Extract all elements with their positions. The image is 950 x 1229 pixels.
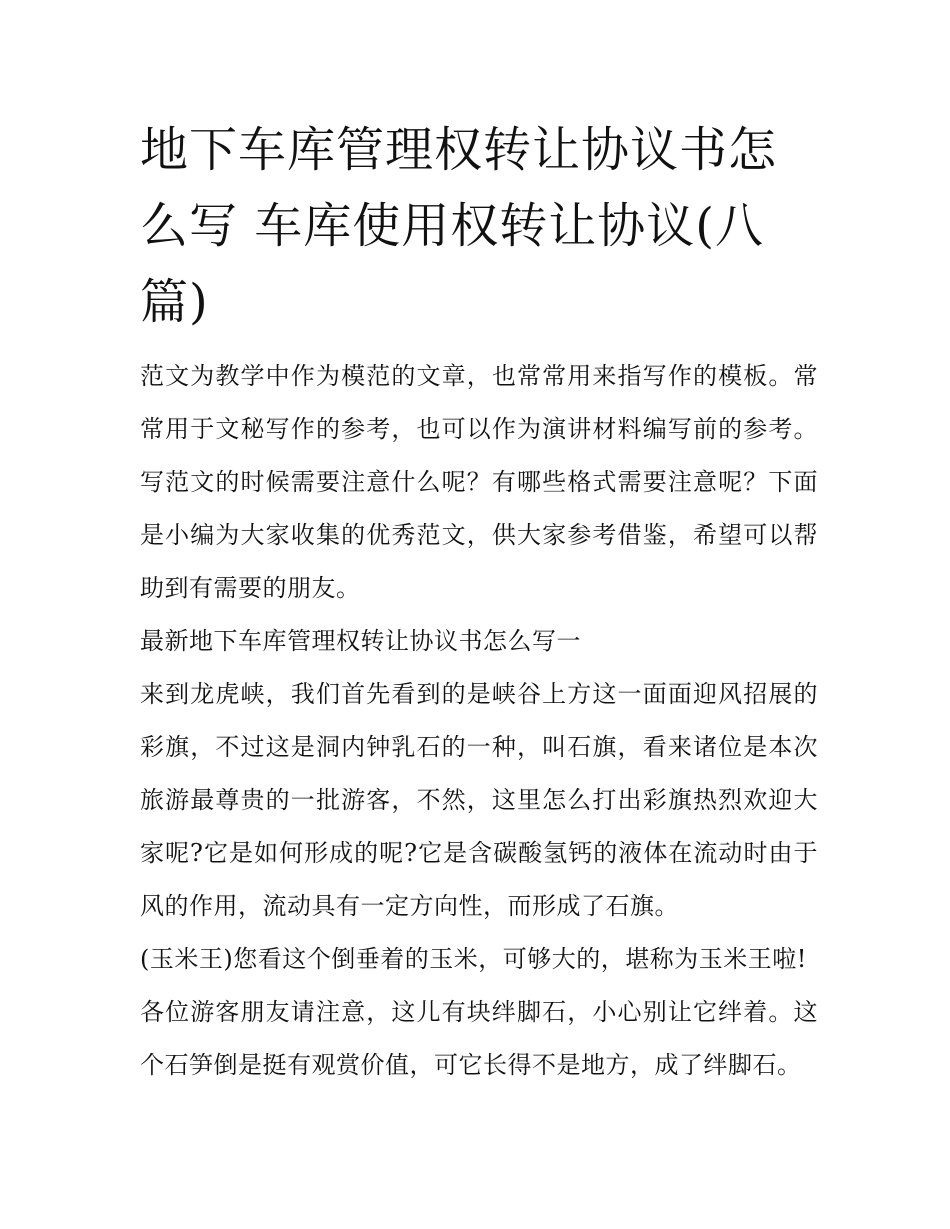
body-paragraph: 各位游客朋友请注意，这儿有块绊脚石，小心别让它绊着。这个石笋倒是挺有观赏价值，可它长得不是地方，成了绊脚石。 xyxy=(140,998,818,1079)
section-heading: 最新地下车库管理权转让协议书怎么写一 xyxy=(140,627,581,655)
document-title: 地下车库管理权转让协议书怎么写 车库使用权转让协议(八篇) xyxy=(140,122,778,330)
body-paragraph: (玉米王)您看这个倒垂着的玉米，可够大的，堪称为玉米王啦! xyxy=(140,945,807,973)
document-body xyxy=(140,112,818,1092)
intro-paragraph: 范文为教学中作为模范的文章，也常常用来指写作的模板。常常用于文秘写作的参考，也可以作为演讲材料编写前的参考。写范文的时候需要注意什么呢？有哪些格式需要注意呢？下面是小编为大家收集的优秀范文，供大家参考借鉴，希望可以帮助到有需要的朋友。 xyxy=(140,362,818,602)
body-paragraph: 来到龙虎峡，我们首先看到的是峡谷上方这一面面迎风招展的彩旗，不过这是洞内钟乳石的一种，叫石旗，看来诸位是本次旅游最尊贵的一批游客，不然，这里怎么打出彩旗热烈欢迎大家呢?它是如何形成的呢?它是含碳酸氢钙的液体在流动时由于风的作用，流动具有一定方向性，而形成了石旗。 xyxy=(140,680,818,920)
